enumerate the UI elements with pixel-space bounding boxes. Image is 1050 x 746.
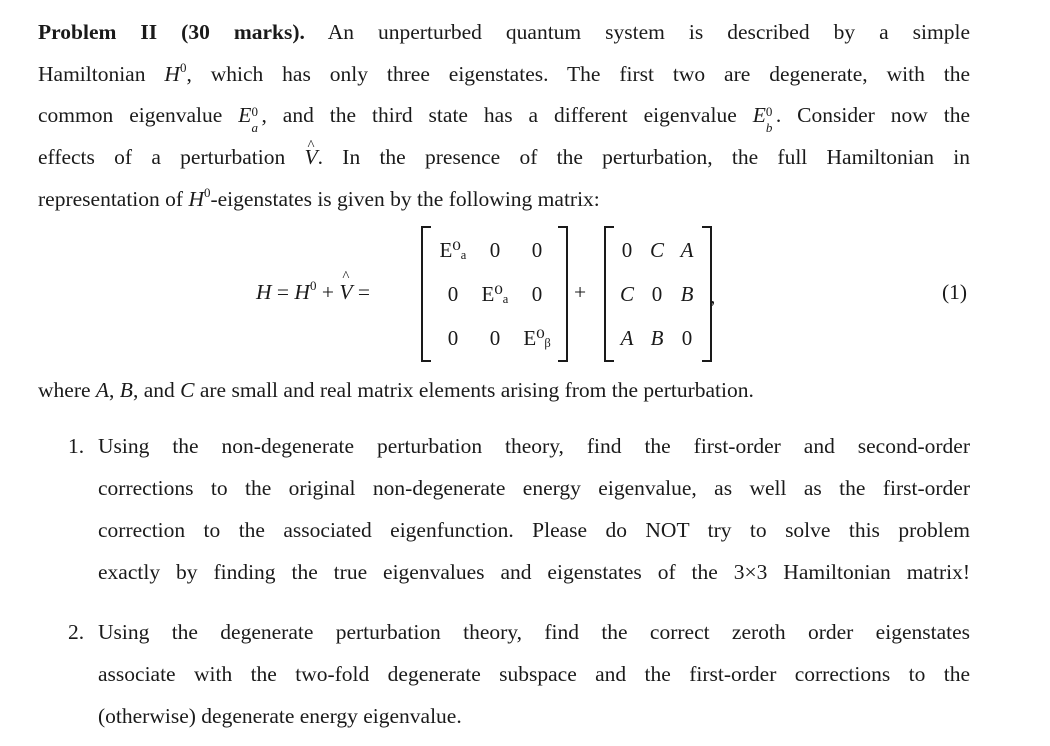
perturbation-matrix-cell: 0: [621, 238, 633, 262]
perturbation-matrix-cell: B: [680, 282, 694, 306]
unperturbed-matrix-cell: 0: [447, 326, 459, 350]
symbol-Ea0: E 0 a: [238, 103, 258, 135]
item-line: Using the non-degenerate perturbation theory, find the first-order and second-order: [98, 434, 970, 458]
item-line: exactly by finding the true eigenvalues and eigenstates of the 3×3 Hamiltonian matrix!: [98, 560, 970, 584]
after-text: where: [38, 378, 91, 402]
perturbation-matrix-cell: B: [650, 326, 664, 350]
intro-text: representation of: [38, 187, 184, 211]
after-text: are small and real matrix elements arising from the perturbation.: [199, 378, 754, 402]
symbol-H0: $H^0$: [188, 185, 211, 211]
intro-text: effects of a perturbation: [38, 145, 286, 169]
after-text: and: [143, 378, 175, 402]
perturbation-matrix-cell: A: [680, 238, 694, 262]
symbol-V-hat: ^ V: [305, 143, 318, 171]
plus-sign: +: [574, 280, 587, 304]
intro-text: common eigenvalue: [38, 103, 223, 127]
item-number: 1.: [68, 434, 85, 458]
item-line: (otherwise) degenerate energy eigenvalue.: [98, 704, 462, 728]
unperturbed-matrix-cell: E⁰ₐ: [439, 238, 467, 262]
perturbation-matrix-cell: C: [619, 282, 634, 306]
equation-comma: ,: [710, 284, 716, 308]
unperturbed-matrix-cell: 0: [489, 326, 501, 350]
equation-lhs: $H = H^0$ + ^ V =: [256, 280, 370, 305]
item-line: associate with the two-fold degenerate subspace and the first-order corrections to the: [98, 662, 970, 686]
symbol-H0: $H^0$: [164, 60, 187, 86]
intro-line-3: [38, 101, 971, 135]
after-equation-line: where A, B, and C are small and real matrix elements arising from the perturbation.: [38, 378, 754, 402]
unperturbed-matrix-cell: 0: [531, 238, 543, 262]
item-line: Using the degenerate perturbation theory, find the correct zeroth order eigenstates: [98, 620, 970, 644]
unperturbed-matrix-cell: E⁰ᵦ: [523, 326, 551, 350]
matrix1-right-bracket: [558, 226, 568, 362]
perturbation-matrix-cell: 0: [651, 282, 663, 306]
unperturbed-matrix-cell: 0: [447, 282, 459, 306]
intro-line-4: [38, 143, 970, 171]
unperturbed-matrix-cell: E⁰ₐ: [481, 282, 509, 306]
equation-number: (1): [942, 280, 968, 304]
symbol-Eb0: E 0 b: [752, 103, 773, 135]
intro-line-1: [38, 18, 970, 46]
unperturbed-matrix-cell: 0: [489, 238, 501, 262]
perturbation-matrix-cell: 0: [681, 326, 693, 350]
problem-heading: Problem II (30 marks).: [38, 20, 305, 44]
intro-line-2: [38, 60, 970, 88]
intro-text: -eigenstates is given by the following matrix:: [210, 187, 600, 211]
item-number: 2.: [68, 620, 85, 644]
intro-text: . Consider now the: [775, 103, 971, 127]
perturbation-matrix-cell: A: [620, 326, 634, 350]
matrix1-left-bracket: [421, 226, 431, 362]
item-line: corrections to the original non-degenerate energy eigenvalue, as well as the first-order: [98, 476, 970, 500]
unperturbed-matrix-cell: 0: [531, 282, 543, 306]
hamiltonian-equation: [0, 222, 1050, 364]
intro-line-5: [38, 185, 970, 213]
perturbation-matrix-cell: C: [649, 238, 664, 262]
intro-text: Hamiltonian: [38, 62, 146, 86]
item-line: correction to the associated eigenfunction. Please do NOT try to solve this problem: [98, 518, 970, 542]
intro-text: , and the third state has a different eigenvalue: [261, 103, 737, 127]
intro-text: . In the presence of the perturbation, the full Hamiltonian in: [317, 145, 970, 169]
intro-text: , which has only three eigenstates. The first two are degenerate, with the: [186, 62, 970, 86]
intro-sentence-1: An unperturbed quantum system is described by a simple: [327, 20, 970, 44]
